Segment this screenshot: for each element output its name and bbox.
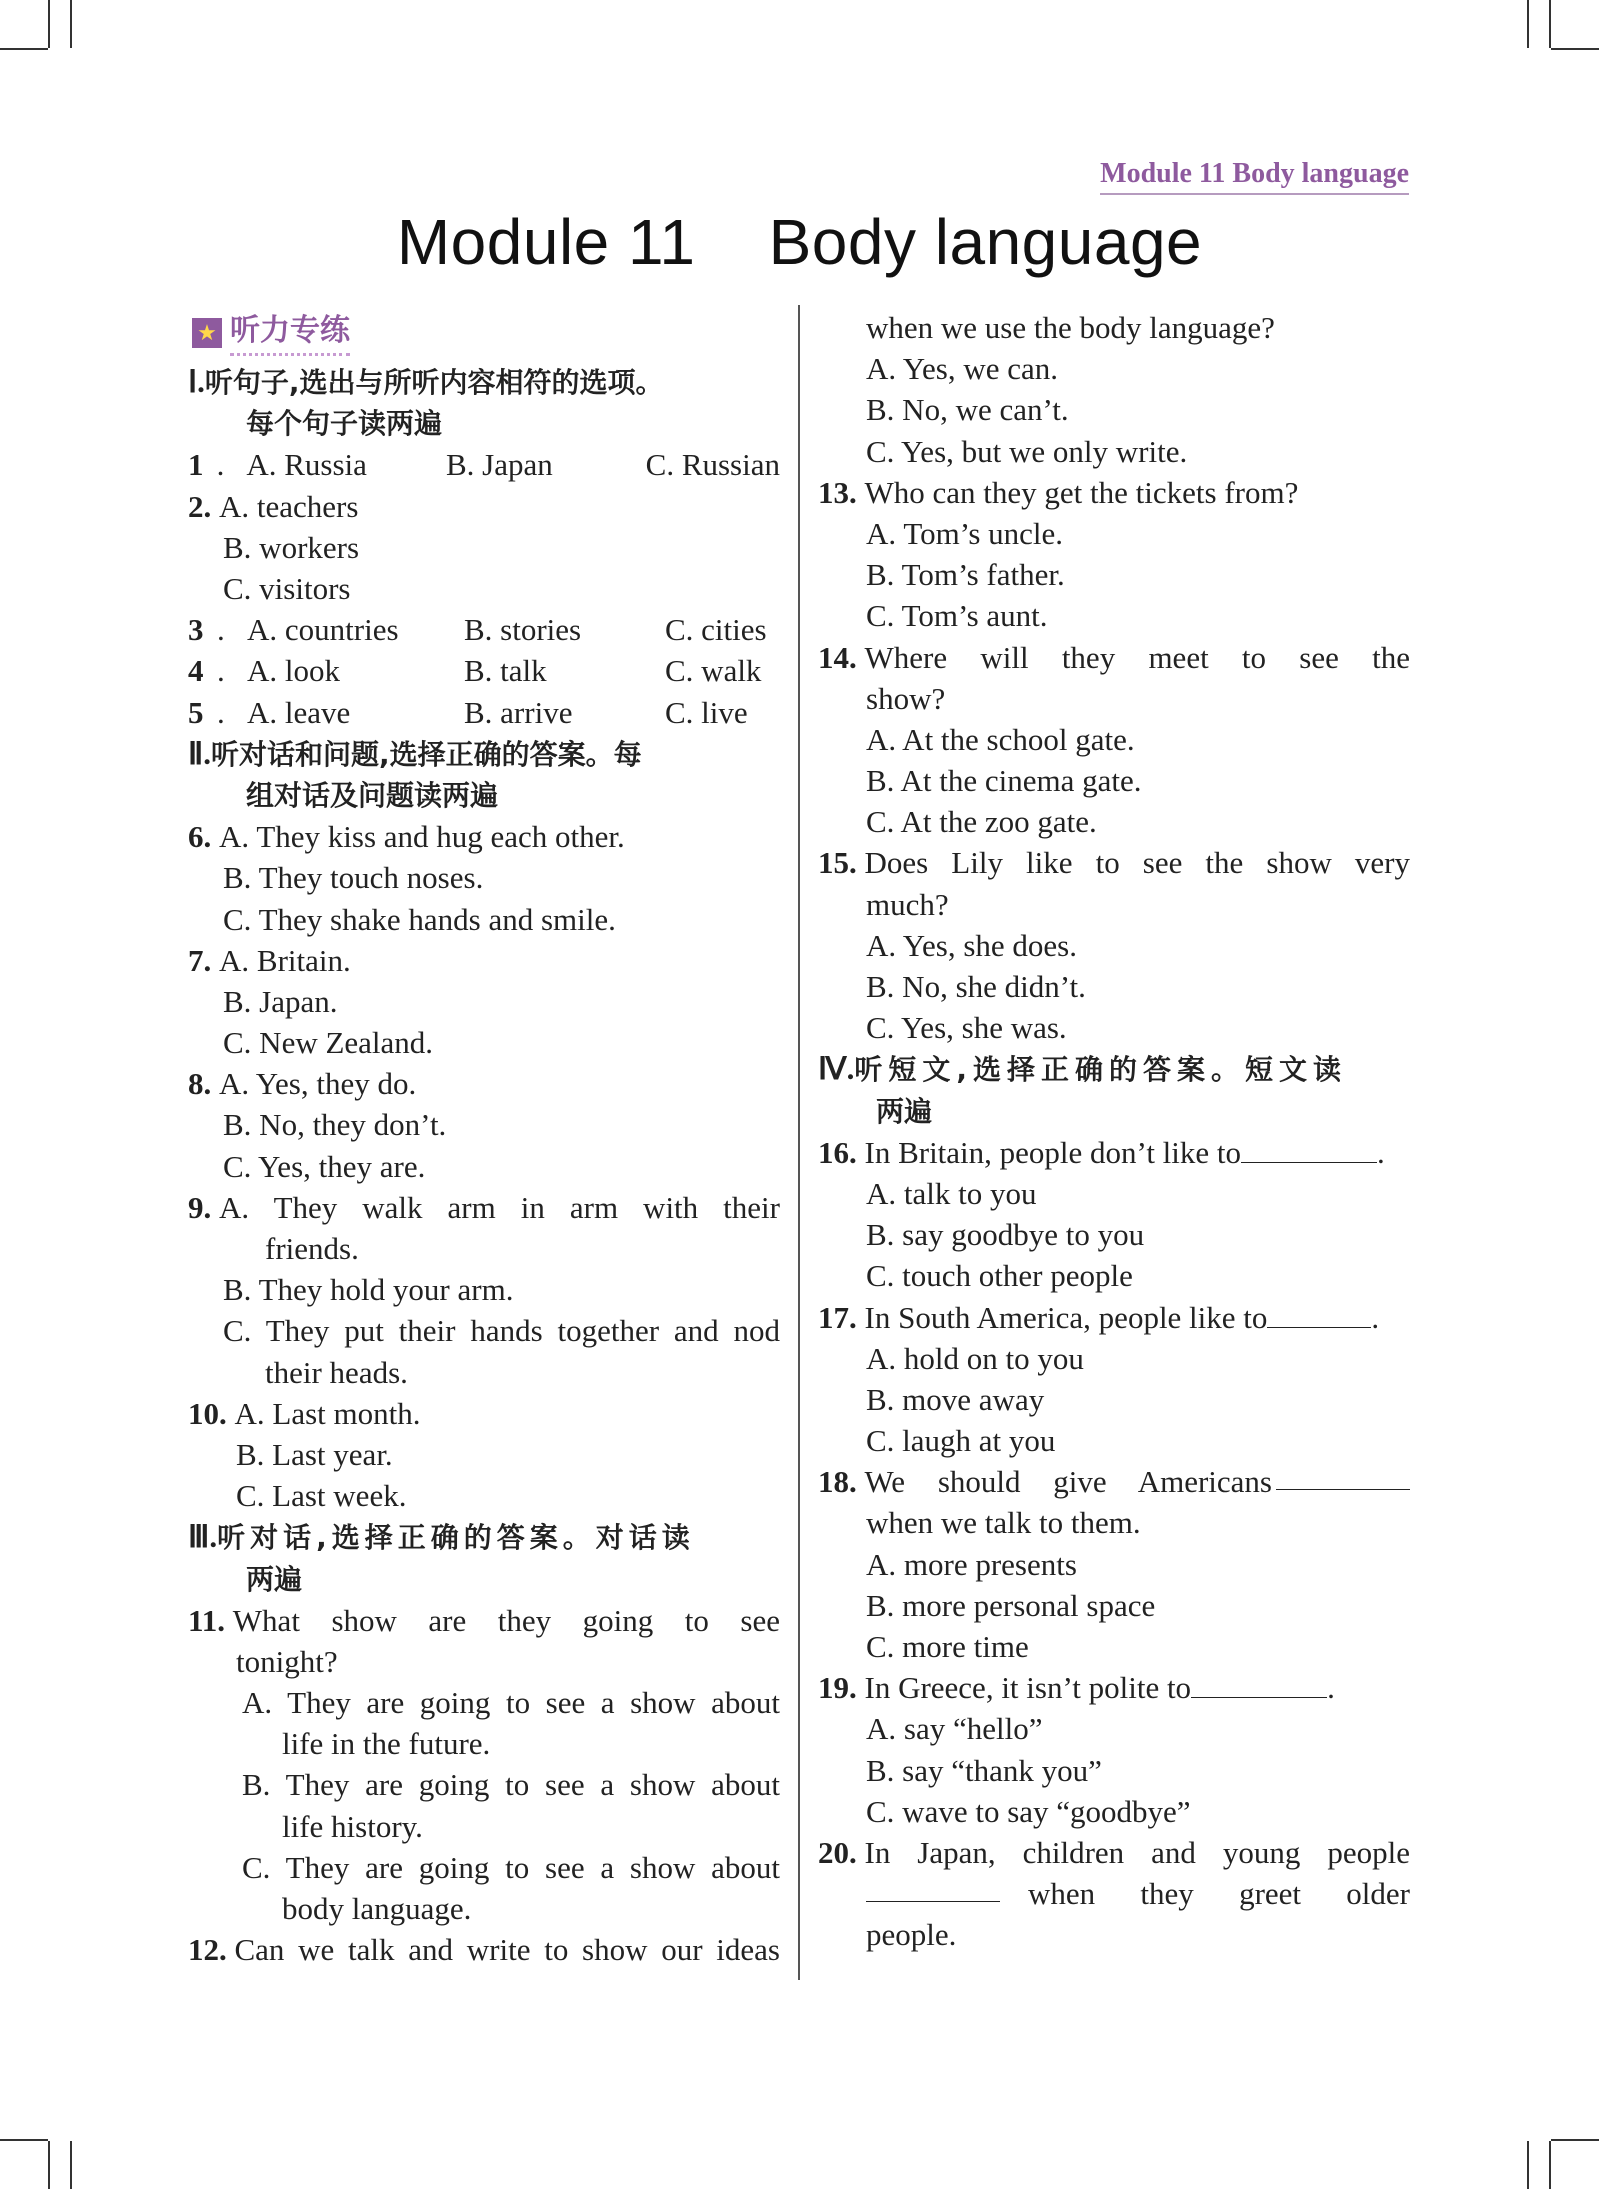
option-a: A. At the school gate. (866, 721, 1135, 757)
option-a: A. look (247, 653, 340, 689)
question-13: 13. Who can they get the tickets from? (818, 474, 1299, 510)
question-3: 3 . A. countries B. stories C. cities (188, 609, 780, 650)
section-heading-iii-cont: 两遍 (246, 1562, 303, 1596)
answer-blank[interactable] (866, 1873, 1000, 1902)
question-text: In Britain, people don’t like to (864, 1134, 1242, 1170)
option-a: A. hold on to you (866, 1340, 1084, 1376)
section-badge-label: 听力专练 (230, 310, 350, 356)
section-text: 听句子,选出与所听内容相符的选项。 (204, 366, 664, 399)
question-5: 5 . A. leave B. arrive C. live (188, 692, 780, 733)
section-roman: Ⅱ. (188, 735, 212, 771)
question-2: 2. A. teachers (188, 488, 359, 524)
option-a: A. say “hello” (866, 1711, 1043, 1747)
option-a: A. Russia (246, 447, 367, 483)
option-c: C. Tom’s aunt. (866, 598, 1048, 634)
question-text-cont: show? (866, 680, 946, 716)
question-14: 14 . Where will they meet to see the (818, 637, 1410, 678)
option-b: B. workers (223, 529, 360, 565)
section-roman: Ⅳ. (818, 1051, 855, 1087)
crop-mark (1551, 48, 1599, 50)
option-b: B. Tom’s father. (866, 557, 1065, 593)
option-c: C. visitors (223, 570, 351, 606)
section-heading-iv (818, 1048, 1410, 1090)
section-heading-iii (188, 1516, 780, 1558)
column-divider (798, 305, 800, 1980)
option-c: C. Russian (645, 447, 780, 483)
question-number: 6 (188, 819, 204, 855)
section-heading-ii-cont: 组对话及问题读两遍 (246, 778, 499, 812)
option-a: A. more presents (866, 1546, 1077, 1582)
section-badge (188, 305, 780, 361)
question-number: 15 (818, 845, 849, 881)
question-text: Who can they get the tickets from? (864, 474, 1299, 510)
punctuation: . (1377, 1134, 1385, 1170)
question-number: 3 (188, 612, 204, 648)
option-b: B. Japan (445, 447, 553, 483)
crop-mark (1549, 0, 1551, 48)
question-number: 10 (188, 1395, 219, 1431)
question-text-cont: when they greet older (1028, 1876, 1410, 1912)
option-a: A. Tom’s uncle. (866, 515, 1064, 551)
page-title: Module 11 Body language (396, 206, 1203, 278)
question-text-cont: when we talk to them. (866, 1505, 1141, 1541)
option-b: B. Last year. (236, 1436, 393, 1472)
question-7: 7. A. Britain. (188, 942, 351, 978)
question-text: In Greece, it isn’t polite to (864, 1670, 1192, 1706)
option-a-cont: life in the future. (282, 1726, 491, 1762)
question-number: 2 (188, 488, 204, 524)
option-c: C. touch other people (866, 1258, 1133, 1294)
option-c: C. Yes, they are. (223, 1148, 426, 1184)
option-c: C. walk (665, 653, 762, 689)
question-6: 6. A. They kiss and hug each other. (188, 819, 625, 855)
question-1: 1 . A. Russia B. Japan C. Russian (188, 444, 780, 485)
question-number: 12 (188, 1932, 219, 1968)
option-b: B. more personal space (866, 1587, 1156, 1623)
option-a: A. countries (247, 612, 399, 648)
option-c-cont: body language. (282, 1891, 472, 1927)
option-b: B. say “thank you” (866, 1752, 1102, 1788)
question-20: 20 . In Japan, children and young people (818, 1832, 1410, 1873)
option-c: C. New Zealand. (223, 1025, 434, 1061)
question-text: What show are they going to see (232, 1602, 780, 1638)
option-b: B. No, we can’t. (866, 392, 1069, 428)
option-c: C. They shake hands and smile. (223, 901, 616, 937)
option-b: B. They touch noses. (223, 860, 484, 896)
question-number: 9 (188, 1189, 204, 1225)
punctuation: . (1371, 1299, 1380, 1335)
question-number: 4 (188, 653, 204, 689)
option-c: C. They are going to see a show about (242, 1849, 780, 1885)
option-b: B. move away (866, 1381, 1045, 1417)
question-number: 5 (188, 694, 204, 730)
question-number: 14 (818, 639, 849, 675)
option-c: C. live (665, 694, 748, 730)
option-a: A. They walk arm in arm with their (219, 1189, 780, 1225)
option-c: C. They put their hands together and nod (223, 1313, 780, 1349)
question-text: Can we talk and write to show our ideas (234, 1932, 780, 1968)
question-number: 11 (188, 1602, 218, 1638)
option-c: C. wave to say “goodbye” (866, 1793, 1191, 1829)
option-b: B. talk (464, 653, 547, 689)
option-c: C. more time (866, 1629, 1029, 1665)
section-heading-ii (188, 733, 780, 775)
crop-mark (70, 2141, 72, 2189)
option-b: B. They are going to see a show about (242, 1767, 780, 1803)
option-c: C. At the zoo gate. (866, 804, 1097, 840)
question-10: 10. A. Last month. (188, 1395, 421, 1431)
crop-mark (0, 2139, 48, 2141)
section-heading-i-cont: 每个句子读两遍 (246, 407, 443, 441)
question-19: 19. In Greece, it isn’t polite to . (818, 1670, 1335, 1706)
option-c: C. cities (665, 612, 767, 648)
question-text: In Japan, children and young people (864, 1834, 1410, 1870)
question-12-text-cont: when we use the body language? (866, 310, 1275, 345)
option-a: A. Yes, she does. (866, 927, 1077, 963)
answer-blank[interactable] (1191, 1669, 1327, 1698)
option-c-cont: their heads. (265, 1354, 408, 1390)
question-18: 18 . We should give Americans (818, 1461, 1410, 1502)
question-number: 18 (818, 1464, 849, 1500)
question-number: 17 (818, 1299, 849, 1335)
question-4: 4 . A. look B. talk C. walk (188, 650, 780, 691)
question-number: 16 (818, 1134, 849, 1170)
option-b: B. No, they don’t. (223, 1107, 447, 1143)
question-text-cont: much? (866, 886, 949, 922)
crop-mark (70, 0, 72, 48)
option-b-cont: life history. (282, 1808, 423, 1844)
running-header: Module 11 Body language (1100, 158, 1409, 195)
question-number: 20 (818, 1834, 849, 1870)
crop-mark (1549, 2141, 1551, 2189)
answer-blank[interactable] (1276, 1461, 1410, 1490)
option-b: B. say goodbye to you (866, 1217, 1145, 1253)
question-text-cont: people. (866, 1917, 957, 1953)
option-b: B. No, she didn’t. (866, 969, 1086, 1004)
question-16: 16. In Britain, people don’t like to . (818, 1134, 1385, 1170)
crop-mark (1551, 2139, 1599, 2141)
crop-mark (48, 0, 50, 48)
option-c: C. laugh at you (866, 1423, 1056, 1459)
punctuation: . (1327, 1670, 1335, 1706)
option-a: A. They kiss and hug each other. (219, 819, 625, 855)
option-b: B. stories (464, 612, 582, 648)
option-c: C. Yes, she was. (866, 1010, 1067, 1046)
question-number: 1 (188, 447, 204, 483)
question-9: 9 . A. They walk arm in arm with their (188, 1187, 780, 1228)
crop-mark (1527, 0, 1529, 48)
option-a: A. teachers (219, 488, 359, 524)
option-a: A. They are going to see a show about (242, 1685, 780, 1721)
question-text: Does Lily like to see the show very (864, 845, 1410, 881)
option-b: B. Japan. (223, 983, 338, 1019)
question-15: 15 . Does Lily like to see the show very (818, 842, 1410, 883)
section-roman: Ⅰ. (188, 364, 205, 399)
answer-blank[interactable] (1267, 1299, 1371, 1328)
option-b: B. At the cinema gate. (866, 763, 1142, 799)
crop-mark (1527, 2141, 1529, 2189)
section-heading-iv-cont: 两遍 (876, 1094, 933, 1128)
option-a: A. leave (247, 694, 351, 730)
option-c: C. Last week. (236, 1478, 407, 1514)
option-b: B. arrive (464, 694, 573, 730)
question-number: 13 (818, 474, 849, 510)
crop-mark (0, 48, 48, 50)
section-heading-i (188, 361, 780, 403)
question-8: 8. A. Yes, they do. (188, 1066, 417, 1102)
section-roman: Ⅲ. (188, 1519, 218, 1555)
option-a: A. talk to you (866, 1175, 1037, 1211)
option-a: A. Britain. (219, 942, 351, 978)
section-text: 听对话和问题,选择正确的答案。每 (211, 737, 642, 771)
question-text: In South America, people like to (864, 1299, 1268, 1335)
question-text-cont: tonight? (236, 1643, 338, 1679)
crop-mark (48, 2141, 50, 2189)
left-column (188, 305, 780, 1970)
option-a: A. Yes, we can. (866, 351, 1059, 387)
question-11: 11 . What show are they going to see (188, 1600, 780, 1641)
right-column (818, 305, 1410, 1956)
option-c: C. Yes, but we only write. (866, 433, 1188, 469)
question-12: 12 . Can we talk and write to show our ideas (188, 1929, 780, 1970)
answer-blank[interactable] (1241, 1134, 1377, 1163)
option-b: B. They hold your arm. (223, 1272, 514, 1308)
option-a-cont: friends. (265, 1231, 359, 1266)
option-a: A. Yes, they do. (219, 1066, 417, 1102)
question-17: 17. In South America, people like to . (818, 1299, 1380, 1335)
question-text: We should give Americans (864, 1464, 1272, 1500)
question-text: Where will they meet to see the (864, 639, 1410, 675)
section-text: 听短文,选择正确的答案。短文读 (854, 1053, 1347, 1087)
question-number: 7 (188, 942, 204, 978)
question-number: 19 (818, 1670, 849, 1706)
option-a: A. Last month. (234, 1395, 421, 1431)
star-icon: ★ (192, 318, 222, 348)
question-number: 8 (188, 1066, 204, 1102)
section-text: 听对话,选择正确的答案。对话读 (217, 1521, 695, 1555)
